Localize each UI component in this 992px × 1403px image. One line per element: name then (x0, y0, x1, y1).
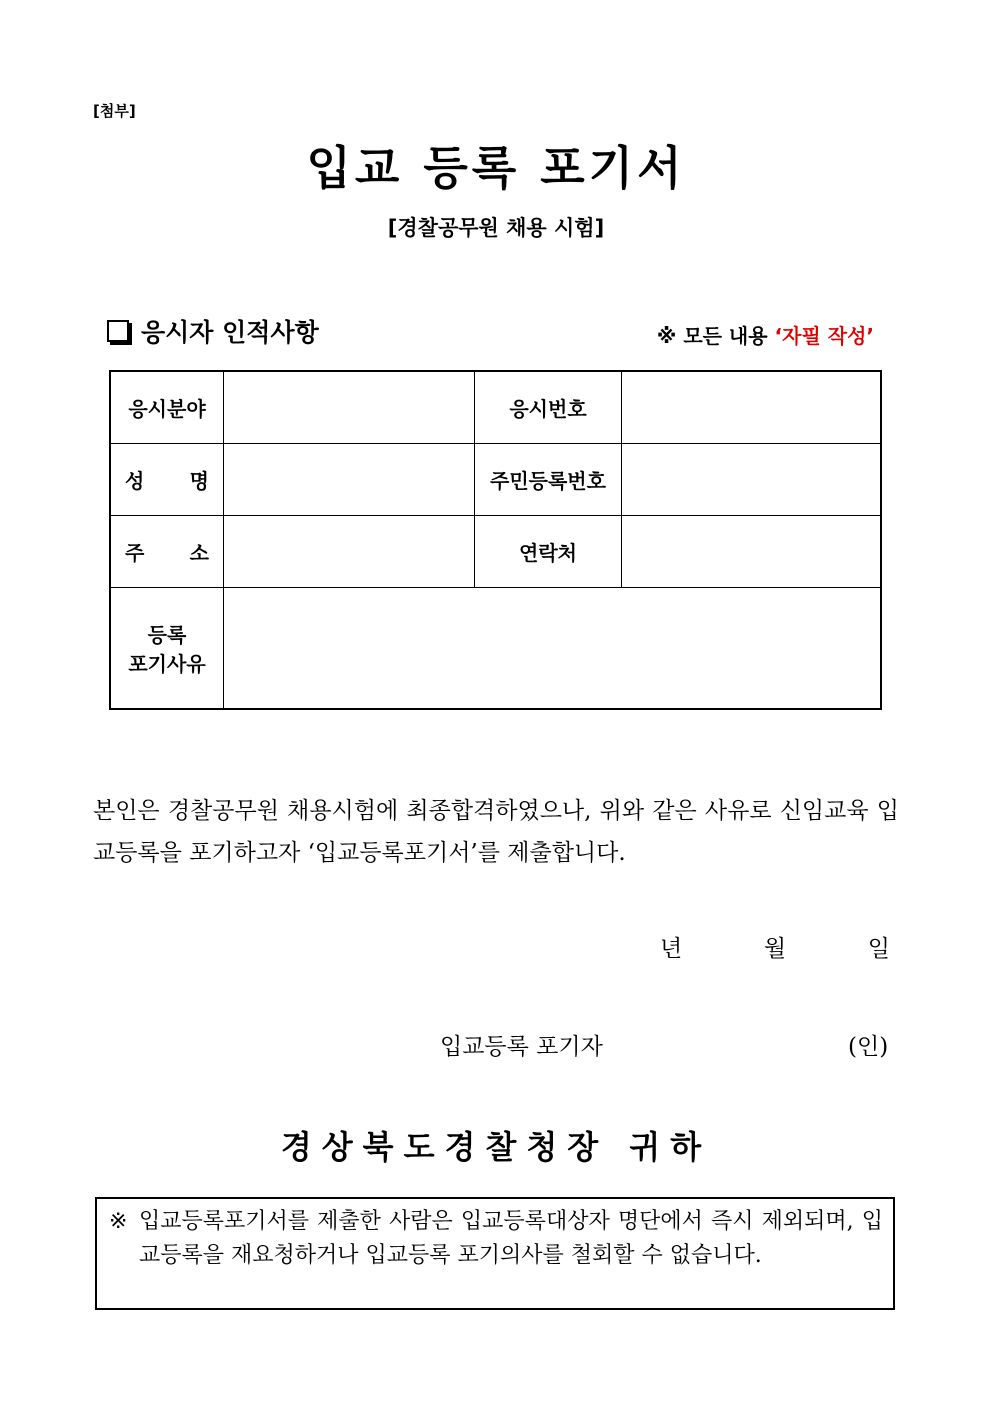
name-label-char: 명 (189, 468, 209, 493)
reason-input[interactable] (224, 587, 882, 709)
reason-label-line: 포기사유 (128, 651, 206, 676)
notice-text: 입교등록포기서를 제출한 사람은 입교등록대상자 명단에서 즉시 제외되며, 입교등록을 재요청하거나 입교등록 포기의사를 철회할 수 없습니다. (139, 1209, 883, 1268)
table-row (110, 587, 881, 709)
table-row (110, 371, 881, 443)
reference-mark-icon: ※ (109, 1209, 128, 1234)
section-title: 응시자 인적사항 (141, 318, 319, 347)
contact-label: 연락처 (475, 515, 622, 587)
applicant-info-table (109, 370, 882, 710)
date-line (660, 930, 890, 963)
resident-number-label: 주민등록번호 (475, 443, 622, 515)
exam-number-label: 응시번호 (475, 371, 622, 443)
date-month: 월 (763, 936, 787, 962)
address-label (110, 515, 224, 587)
address-label-char: 소 (189, 540, 209, 565)
note-prefix: ※ 모든 내용 (656, 324, 775, 348)
field-input[interactable] (224, 371, 475, 443)
section-heading (107, 313, 319, 349)
handwriting-note (657, 320, 874, 349)
exam-number-input[interactable] (622, 371, 882, 443)
document-title: 입교 등록 포기서 (306, 141, 686, 195)
resident-number-input[interactable] (622, 443, 882, 515)
table-row (110, 443, 881, 515)
addressee: 경상북도경찰청장 귀하 (280, 1128, 712, 1166)
name-label (110, 443, 224, 515)
table-row (110, 515, 881, 587)
reason-label-line: 등록 (147, 622, 187, 647)
address-input[interactable] (224, 515, 475, 587)
contact-input[interactable] (622, 515, 882, 587)
notice-box (95, 1197, 895, 1310)
checkbox-icon (107, 320, 129, 342)
date-day: 일 (867, 936, 890, 962)
date-year: 년 (660, 936, 683, 962)
name-label-char: 성 (125, 468, 145, 493)
reason-label (110, 587, 224, 709)
attachment-label: [첨부] (93, 102, 136, 120)
document-subtitle: [경찰공무원 채용 시험] (387, 216, 605, 240)
field-label: 응시분야 (110, 371, 224, 443)
statement-text: 본인은 경찰공무원 채용시험에 최종합격하였으나, 위와 같은 사유로 신임교육 입교등록을 포기하고자 ‘입교등록포기서’를 제출합니다. (93, 798, 899, 866)
signer-label: 입교등록 포기자 (440, 1034, 603, 1060)
address-label-char: 주 (125, 540, 145, 565)
name-input[interactable] (224, 443, 475, 515)
note-emphasis: ‘자필 작성’ (774, 324, 874, 348)
seal-mark: (인) (848, 1034, 889, 1060)
